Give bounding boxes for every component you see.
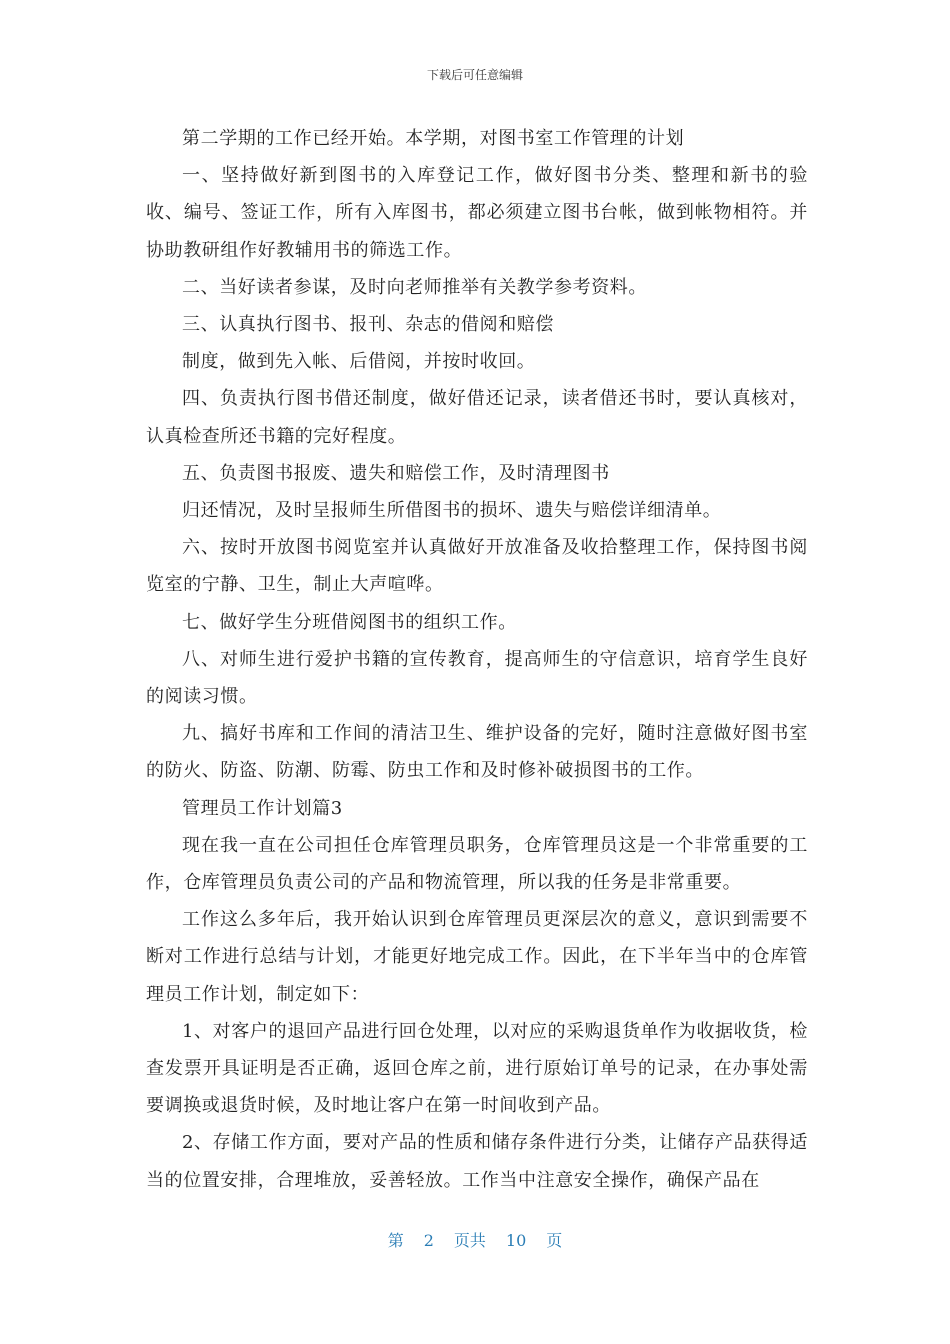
paragraph-item-7: 七、做好学生分班借阅图书的组织工作。 bbox=[182, 611, 517, 633]
paragraph-warehouse-item-2: 2、存储工作方面，要对产品的性质和储存条件进行分类，让储存产品获得适当的位置安排，合理堆放，妥善轻放。工作当中注意安全操作，确保产品在 bbox=[146, 1132, 808, 1191]
paragraph-item-3: 三、认真执行图书、报刊、杂志的借阅和赔偿 bbox=[182, 314, 554, 336]
paragraph-item-2: 二、当好读者参谋，及时向老师推举有关教学参考资料。 bbox=[182, 276, 647, 298]
paragraph-item-9: 九、搞好书库和工作间的清洁卫生、维护设备的完好，随时注意做好图书室的防火、防盗、防潮、防霉、防虫工作和及时修补破损图书的工作。 bbox=[146, 723, 808, 782]
page-mid: 页共 bbox=[453, 1231, 486, 1250]
page-total: 10 bbox=[505, 1231, 527, 1250]
section-heading: 管理员工作计划篇3 bbox=[182, 797, 343, 819]
paragraph-item-8: 八、对师生进行爱护书籍的宣传教育，提高师生的守信意识，培育学生良好的阅读习惯。 bbox=[146, 648, 808, 708]
document-body bbox=[146, 120, 808, 1199]
paragraph-warehouse-plan: 工作这么多年后，我开始认识到仓库管理员更深层次的意义，意识到需要不断对工作进行总结与计划，才能更好地完成工作。因此，在下半年当中的仓库管理员工作计划，制定如下： bbox=[146, 909, 808, 1005]
paragraph-item-1: 一、坚持做好新到图书的入库登记工作，做好图书分类、整理和新书的验收、编号、签证工作，所有入库图书，都必须建立图书台帐，做到帐物相符。并协助教研组作好教辅用书的筛选工作。 bbox=[146, 165, 808, 261]
paragraph-item-5: 五、负责图书报废、遗失和赔偿工作，及时清理图书 bbox=[182, 462, 610, 484]
page-header: 下载后可任意编辑 bbox=[426, 68, 523, 82]
page-footer bbox=[0, 1228, 950, 1251]
paragraph-intro: 第二学期的工作已经开始。本学期，对图书室工作管理的计划 bbox=[182, 128, 685, 149]
paragraph-item-6: 六、按时开放图书阅览室并认真做好开放准备及收拾整理工作，保持图书阅览室的宁静、卫生，制止大声喧哗。 bbox=[146, 537, 808, 596]
page-prefix: 第 bbox=[387, 1231, 404, 1250]
paragraph-warehouse-item-1: 1、对客户的退回产品进行回仓处理，以对应的采购退货单作为收据收货，检查发票开具证明是否正确，返回仓库之前，进行原始订单号的记录，在办事处需要调换或退货时候，及时地让客户在第一时间收到产品。 bbox=[146, 1020, 808, 1117]
paragraph-item-5-cont: 归还情况，及时呈报师生所借图书的损坏、遗失与赔偿详细清单。 bbox=[182, 500, 722, 522]
paragraph-item-4: 四、负责执行图书借还制度，做好借还记录，读者借还书时，要认真核对，认真检查所还书籍的完好程度。 bbox=[146, 388, 808, 447]
page-suffix: 页 bbox=[546, 1231, 563, 1250]
paragraph-warehouse-intro: 现在我一直在公司担任仓库管理员职务，仓库管理员这是一个非常重要的工作，仓库管理员负责公司的产品和物流管理，所以我的任务是非常重要。 bbox=[146, 834, 808, 894]
page-number: 2 bbox=[423, 1231, 434, 1250]
paragraph-item-3-cont: 制度，做到先入帐、后借阅，并按时收回。 bbox=[182, 351, 536, 373]
